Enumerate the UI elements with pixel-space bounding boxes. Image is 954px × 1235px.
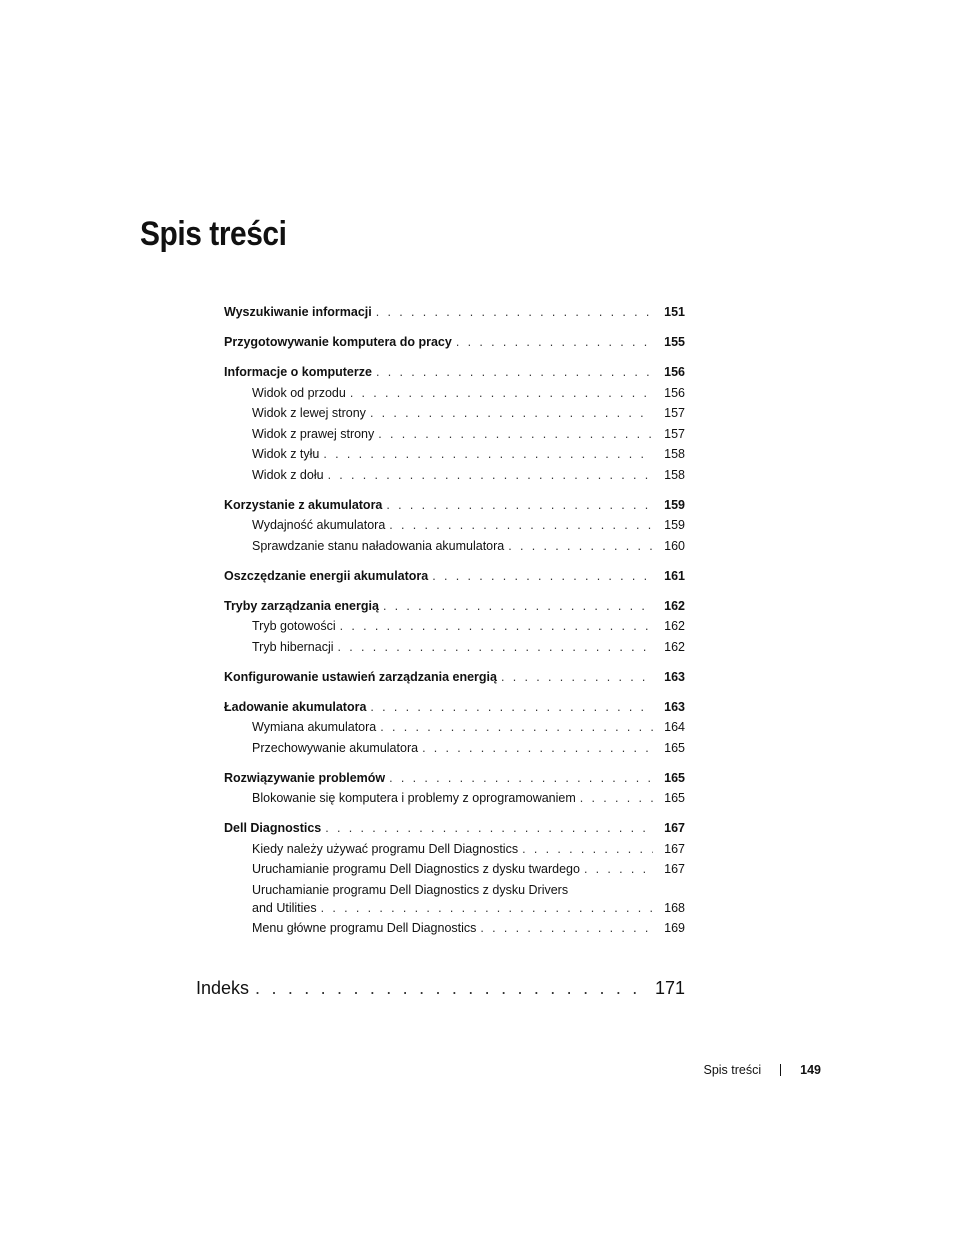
toc-entry-page: 162 xyxy=(664,598,685,613)
toc-entry-page: 167 xyxy=(664,862,685,876)
toc-entry-label: Uruchamianie programu Dell Diagnostics z dysku Drivers xyxy=(252,882,569,897)
toc-entry-page: 165 xyxy=(664,770,685,785)
dot-leader xyxy=(370,403,653,423)
toc-section-entry[interactable] xyxy=(224,859,685,880)
dot-leader xyxy=(376,302,653,322)
dot-leader xyxy=(580,788,653,808)
dot-leader xyxy=(340,616,653,636)
toc-section-entry[interactable] xyxy=(224,738,685,759)
dot-leader xyxy=(325,818,653,838)
page-footer xyxy=(703,1060,821,1080)
toc-entry-label: Widok z prawej strony xyxy=(252,426,375,441)
toc-entry-label: Widok od przodu xyxy=(252,385,346,400)
toc-entry-label: Tryb gotowości xyxy=(252,619,336,633)
dot-leader xyxy=(456,332,653,352)
toc-entry-page: 158 xyxy=(664,467,685,482)
toc-entry-page: 159 xyxy=(664,497,685,512)
dot-leader xyxy=(378,424,653,444)
toc-entry-page: 159 xyxy=(664,518,685,532)
dot-leader xyxy=(386,495,653,515)
toc-entry-page: 155 xyxy=(664,335,685,349)
toc-entry-page: 167 xyxy=(664,821,685,835)
page-title: Spis treści xyxy=(140,215,287,253)
toc-entry-label: Przechowywanie akumulatora xyxy=(252,740,419,755)
toc-entry-page: 156 xyxy=(664,365,685,379)
toc-index-page: 171 xyxy=(654,978,685,998)
toc-entry-page: 163 xyxy=(664,699,685,714)
toc-chapter-entry[interactable] xyxy=(224,302,685,323)
dot-leader xyxy=(338,637,653,657)
toc-entry-label: Menu główne programu Dell Diagnostics xyxy=(252,921,477,935)
dot-leader xyxy=(501,667,653,687)
toc-entry-page: 165 xyxy=(664,740,685,755)
dot-leader xyxy=(383,596,653,616)
toc-section-entry[interactable] xyxy=(224,403,685,424)
toc-entry-label-continued: and Utilities xyxy=(252,900,317,915)
toc-section-entry[interactable] xyxy=(224,717,685,738)
dot-leader xyxy=(376,362,653,382)
toc-entry-page: 163 xyxy=(664,669,685,684)
toc-chapter-entry[interactable] xyxy=(224,667,685,688)
toc-section-entry[interactable] xyxy=(224,918,685,939)
toc-entry-page: 157 xyxy=(664,406,685,420)
toc-section-entry[interactable] xyxy=(224,536,685,557)
dot-leader xyxy=(370,697,653,717)
toc-index-label: Indeks xyxy=(196,978,250,998)
toc-entry-label: Widok z tyłu xyxy=(252,447,320,461)
dot-leader xyxy=(584,859,653,879)
toc-entry-page: 164 xyxy=(664,720,685,734)
toc-section-entry[interactable] xyxy=(224,424,685,445)
toc-section-entry[interactable] xyxy=(224,383,685,404)
toc-chapter-entry[interactable] xyxy=(224,697,685,718)
toc-entry-label: Wymiana akumulatora xyxy=(252,720,377,734)
toc-section-entry[interactable] xyxy=(224,637,685,658)
toc-entry-label: Oszczędzanie energii akumulatora xyxy=(224,568,429,583)
toc-index-entry[interactable] xyxy=(196,975,685,1001)
dot-leader xyxy=(422,738,653,758)
toc-entry-label: Konfigurowanie ustawień zarządzania energią xyxy=(224,669,497,684)
footer-page-number: 149 xyxy=(800,1063,821,1077)
toc-chapter-entry[interactable] xyxy=(224,596,685,617)
toc-entry-page: 162 xyxy=(664,639,685,654)
toc-entry-label: Dell Diagnostics xyxy=(224,821,322,835)
toc-section-entry[interactable] xyxy=(224,616,685,637)
toc-entry-page: 158 xyxy=(664,447,685,461)
toc-entry-label: Przygotowywanie komputera do pracy xyxy=(224,335,452,349)
toc-entry-label: Blokowanie się komputera i problemy z oprogramowaniem xyxy=(252,791,576,805)
toc-entry-label: Widok z lewej strony xyxy=(252,406,366,420)
toc-entry-label: Uruchamianie programu Dell Diagnostics z dysku twardego xyxy=(252,862,580,876)
toc-chapter-entry[interactable] xyxy=(224,566,685,587)
toc-entry-label: Widok z dołu xyxy=(252,467,324,482)
dot-leader xyxy=(432,566,653,586)
dot-leader xyxy=(389,515,653,535)
toc-entry-page: 162 xyxy=(664,619,685,633)
toc-entry-page: 165 xyxy=(664,791,685,805)
dot-leader xyxy=(480,918,653,938)
toc-entry-page: 157 xyxy=(664,426,685,441)
toc-entry-label: Korzystanie z akumulatora xyxy=(224,497,383,512)
toc-entry-label: Rozwiązywanie problemów xyxy=(224,770,386,785)
toc-entry-page: 168 xyxy=(664,900,685,915)
dot-leader xyxy=(323,444,653,464)
toc-entry-page: 161 xyxy=(664,568,685,583)
toc-entry-label: Tryby zarządzania energią xyxy=(224,598,379,613)
toc-entry-page: 151 xyxy=(664,305,685,319)
dot-leader xyxy=(522,839,653,859)
dot-leader xyxy=(321,898,653,918)
toc-section-entry[interactable] xyxy=(224,839,685,860)
toc-section-entry[interactable] xyxy=(224,788,685,809)
toc-entry-label: Informacje o komputerze xyxy=(224,365,372,379)
dot-leader xyxy=(380,717,653,737)
table-of-contents xyxy=(224,302,685,939)
toc-entry-label: Ładowanie akumulatora xyxy=(224,699,367,714)
dot-leader xyxy=(255,975,649,1001)
toc-entry-continuation-line xyxy=(252,898,685,919)
dot-leader xyxy=(389,768,653,788)
toc-entry-page: 156 xyxy=(664,385,685,400)
toc-entry-page: 167 xyxy=(664,841,685,856)
dot-leader xyxy=(350,383,653,403)
dot-leader xyxy=(508,536,653,556)
toc-entry-label: Kiedy należy używać programu Dell Diagnostics xyxy=(252,841,519,856)
toc-entry-page: 160 xyxy=(664,538,685,553)
toc-section-entry[interactable] xyxy=(224,880,685,919)
toc-entry-label: Wydajność akumulatora xyxy=(252,518,386,532)
toc-entry-label: Tryb hibernacji xyxy=(252,639,334,654)
toc-entry-page: 169 xyxy=(664,921,685,935)
toc-chapter-entry[interactable] xyxy=(224,362,685,383)
toc-entry-label: Wyszukiwanie informacji xyxy=(224,305,372,319)
toc-section-entry[interactable] xyxy=(224,515,685,536)
toc-section-entry[interactable] xyxy=(224,465,685,486)
toc-chapter-entry[interactable] xyxy=(224,495,685,516)
toc-chapter-entry[interactable] xyxy=(224,818,685,839)
toc-chapter-entry[interactable] xyxy=(224,332,685,353)
footer-divider xyxy=(780,1064,781,1076)
toc-chapter-entry[interactable] xyxy=(224,768,685,789)
footer-section-title: Spis treści xyxy=(703,1063,762,1077)
toc-entry-label: Sprawdzanie stanu naładowania akumulatora xyxy=(252,538,505,553)
toc-section-entry[interactable] xyxy=(224,444,685,465)
dot-leader xyxy=(328,465,653,485)
